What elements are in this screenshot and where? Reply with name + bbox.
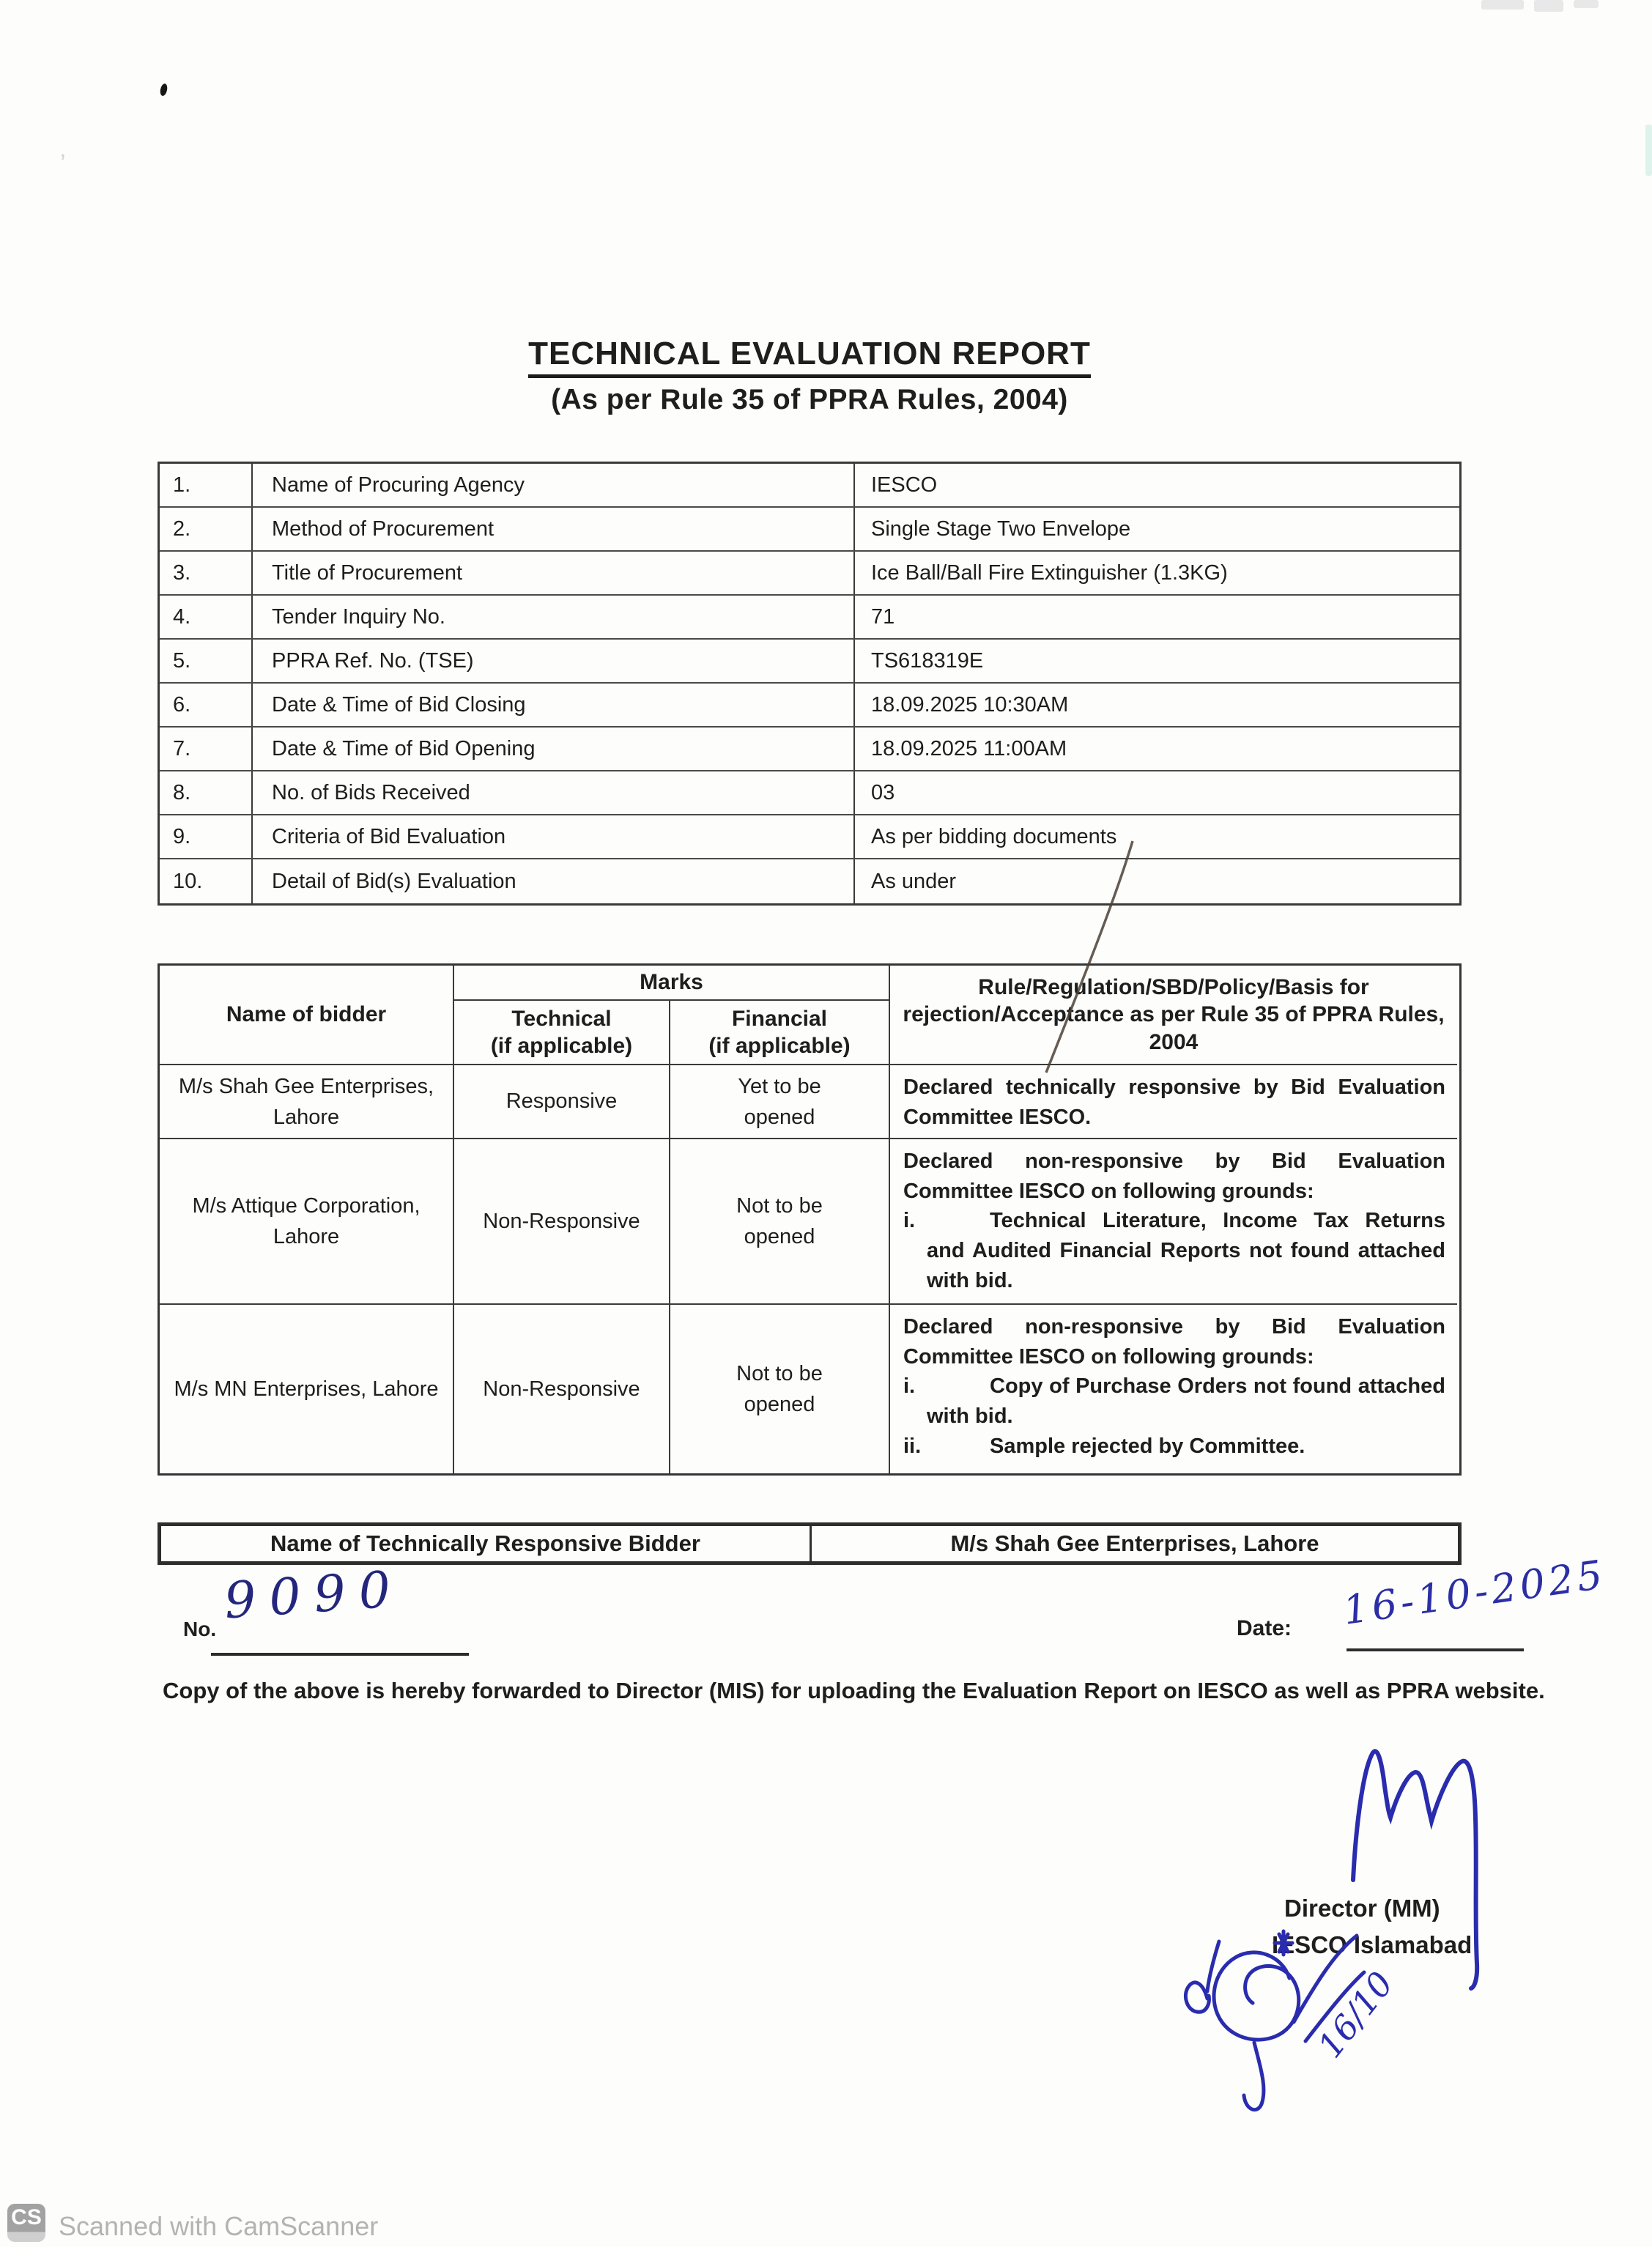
no-field-line: [211, 1653, 469, 1656]
row-number: 10.: [160, 859, 253, 903]
row-value: 71: [871, 604, 895, 629]
camscanner-badge: [7, 2204, 45, 2242]
header-line: (if applicable): [490, 1034, 633, 1058]
responsive-bidder-value: M/s Shah Gee Enterprises, Lahore: [950, 1530, 1319, 1556]
ground-text: Technical Literature, Income Tax Returns and Audited Financial Reports not found attached with bid.: [927, 1209, 1445, 1292]
procurement-info-table: [158, 462, 1462, 906]
scan-smudge: [1574, 0, 1599, 8]
page-subtitle: (As per Rule 35 of PPRA Rules, 2004): [551, 384, 1068, 415]
bid-evaluation-table: [158, 963, 1462, 1476]
remarks-text: Declared non-responsive by Bid Evaluation Committee IESCO on following grounds:: [903, 1150, 1445, 1203]
row-value: Single Stage Two Envelope: [871, 517, 1131, 541]
financial-marks: Yet to be opened: [670, 1065, 890, 1139]
table-row: [160, 464, 1459, 508]
column-header-bidder: Name of bidder: [160, 966, 454, 1065]
column-header-rule: Rule/Regulation/SBD/Policy/Basis for rejection/Acceptance as per Rule 35 of PPRA Rules, 2004: [890, 966, 1457, 1065]
table-row: [160, 815, 1459, 859]
ground-number: i.: [903, 1209, 916, 1233]
table-row: [160, 728, 1459, 771]
bidder-name: M/s Attique Corporation, Lahore: [160, 1139, 454, 1305]
row-value: TS618319E: [871, 648, 984, 673]
row-label: Name of Procuring Agency: [253, 464, 855, 506]
row-label: Criteria of Bid Evaluation: [253, 815, 855, 858]
camscanner-badge-label: CS: [11, 2205, 42, 2229]
technical-marks: Non-Responsive: [454, 1139, 670, 1305]
header-line: Technical: [511, 1006, 612, 1031]
remarks-text: Declared technically responsive by Bid Evaluation Committee IESCO.: [903, 1076, 1445, 1129]
table-row: [160, 771, 1459, 815]
row-label: Title of Procurement: [253, 552, 855, 594]
remarks-text: Declared non-responsive by Bid Evaluation Committee IESCO on following grounds:: [903, 1315, 1445, 1369]
row-label: PPRA Ref. No. (TSE): [253, 640, 855, 682]
row-number: 8.: [160, 771, 253, 814]
row-number: 4.: [160, 596, 253, 638]
ground-number: i.: [903, 1374, 916, 1399]
column-header-marks: Marks: [454, 966, 890, 1001]
header-line: (if applicable): [708, 1034, 851, 1058]
column-header-financial: [670, 1001, 890, 1065]
handwritten-no-value: 9090: [222, 1560, 406, 1631]
row-label: Date & Time of Bid Opening: [253, 728, 855, 770]
evaluation-remarks: [890, 1139, 1457, 1305]
row-number: 5.: [160, 640, 253, 682]
row-value: IESCO: [871, 473, 938, 497]
bidder-name: M/s Shah Gee Enterprises, Lahore: [160, 1065, 454, 1139]
scan-smudge: [1534, 0, 1563, 12]
row-label: Method of Procurement: [253, 508, 855, 550]
row-value: As per bidding documents: [871, 824, 1117, 848]
title-block: [158, 336, 1462, 416]
row-value: Ice Ball/Ball Fire Extinguisher (1.3KG): [871, 560, 1228, 585]
column-header-technical: [454, 1001, 670, 1065]
evaluation-remarks: [890, 1305, 1457, 1473]
row-number: 3.: [160, 552, 253, 594]
ground-number: ii.: [903, 1434, 922, 1458]
handwritten-date-value: 16-10-2025: [1340, 1551, 1609, 1634]
row-value: 03: [871, 780, 895, 804]
no-field-label: No.: [183, 1618, 217, 1640]
row-label: Detail of Bid(s) Evaluation: [253, 859, 855, 903]
date-field-label: Date:: [1237, 1616, 1292, 1640]
row-number: 1.: [160, 464, 253, 506]
table-row: [160, 640, 1459, 684]
table-row: [160, 552, 1459, 596]
camscanner-watermark: Scanned with CamScanner: [59, 2211, 379, 2241]
table-row: [160, 596, 1459, 640]
technical-marks: Non-Responsive: [454, 1305, 670, 1473]
row-value: 18.09.2025 10:30AM: [871, 692, 1069, 717]
evaluation-remarks: [890, 1065, 1457, 1139]
signatory-title: Director (MM): [1284, 1895, 1440, 1922]
rejection-ground: [903, 1371, 1445, 1431]
financial-marks: Not to be opened: [670, 1139, 890, 1305]
scan-smudge: [1645, 125, 1652, 176]
handwritten-scribble-date: 16/10: [1310, 1964, 1401, 2065]
row-label: Date & Time of Bid Closing: [253, 684, 855, 726]
row-label: No. of Bids Received: [253, 771, 855, 814]
row-number: 2.: [160, 508, 253, 550]
ground-text: Sample rejected by Committee.: [990, 1434, 1305, 1458]
row-value: 18.09.2025 11:00AM: [871, 736, 1067, 760]
ink-dot-artifact: [159, 83, 168, 96]
table-row: [160, 859, 1459, 903]
row-number: 9.: [160, 815, 253, 858]
header-line: Financial: [731, 1006, 828, 1031]
technical-marks: Responsive: [454, 1065, 670, 1139]
scan-smudge: [1481, 0, 1524, 10]
financial-marks: Not to be opened: [670, 1305, 890, 1473]
bidder-name: M/s MN Enterprises, Lahore: [160, 1305, 454, 1473]
row-number: 6.: [160, 684, 253, 726]
responsive-bidder-table: [158, 1522, 1462, 1565]
responsive-bidder-label: Name of Technically Responsive Bidder: [161, 1526, 812, 1561]
faint-pen-mark: ’: [60, 149, 66, 177]
page-title: TECHNICAL EVALUATION REPORT: [528, 336, 1091, 378]
table-row: [160, 508, 1459, 552]
row-label: Tender Inquiry No.: [253, 596, 855, 638]
date-field-line: [1347, 1648, 1524, 1651]
row-value: As under: [871, 869, 957, 893]
row-number: 7.: [160, 728, 253, 770]
signatory-org: IESCO Islamabad: [1272, 1931, 1473, 1958]
table-row: [160, 684, 1459, 728]
rejection-ground: [903, 1432, 1445, 1462]
forwarding-note: Copy of the above is hereby forwarded to Director (MIS) for uploading the Evaluation Report on IESCO as well as PPRA website.: [163, 1678, 1545, 1703]
ground-text: Copy of Purchase Orders not found attached with bid.: [927, 1374, 1445, 1428]
rejection-ground: [903, 1206, 1445, 1295]
